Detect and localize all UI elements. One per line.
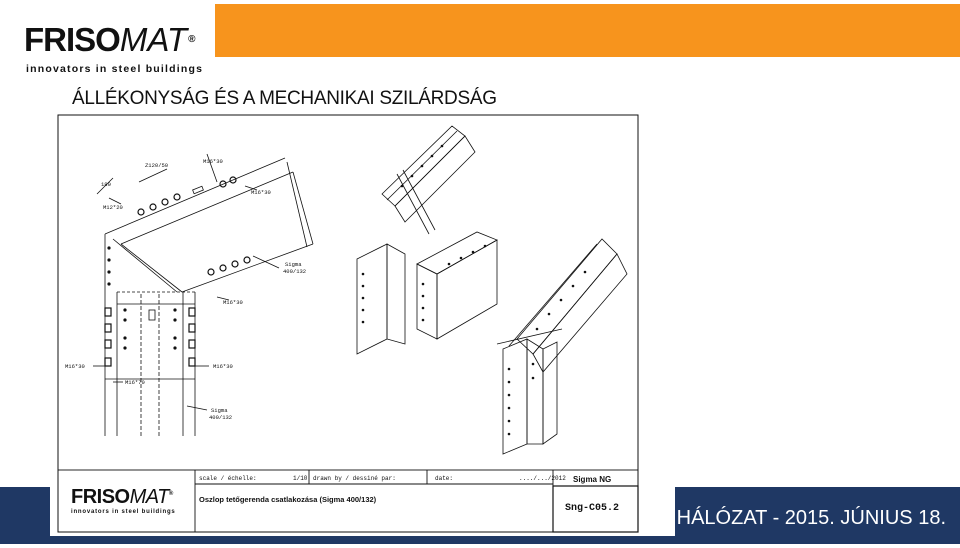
label-bolt-left: M16*30 — [65, 363, 85, 370]
page-title: ÁLLÉKONYSÁG ÉS A MECHANIKAI SZILÁRDSÁG — [72, 88, 497, 109]
title-block-code: Sng-C05.2 — [565, 503, 620, 514]
title-block-description: Oszlop tetőgerenda csatlakozása (Sigma 400/132) — [199, 495, 377, 504]
label-sigma-beam-size: 400/132 — [283, 268, 307, 275]
logo-registered-mark: ® — [188, 34, 195, 45]
label-sigma-beam: Sigma — [285, 261, 302, 268]
frisomat-logo — [24, 22, 214, 74]
title-block-logo-tagline: innovators in steel buildings — [71, 509, 176, 515]
label-dim-180: 180 — [101, 181, 111, 188]
title-block-logo-reg: ® — [168, 491, 173, 497]
title-block-scale-value: 1/10 — [293, 475, 308, 482]
label-bolt-right: M16*30 — [251, 189, 271, 196]
title-block-logo-thin: MAT — [129, 486, 169, 508]
title-block-scale-label: scale / échelle: — [199, 475, 257, 482]
label-sigma-col-size: 400/132 — [209, 414, 233, 421]
title-block-drawn-label: drawn by / dessiné par: — [313, 475, 396, 482]
drawing-border — [58, 115, 638, 532]
title-block-product: Sigma NG — [573, 475, 612, 484]
label-bolt-mid: M16*30 — [223, 299, 243, 306]
logo-tagline: innovators in steel buildings — [26, 63, 204, 75]
label-bolt-low: M16*70 — [125, 379, 145, 386]
label-bolt-right2: M16*30 — [213, 363, 233, 370]
technical-drawing — [57, 114, 639, 533]
footer-text: HÁLÓZAT - 2015. JÚNIUS 18. — [676, 507, 946, 529]
label-z-profile: Z120/50 — [145, 162, 169, 169]
label-sigma-col: Sigma — [211, 407, 228, 414]
logo-name-bold: FRISO — [24, 21, 120, 58]
title-block-date-label: date: — [435, 475, 454, 482]
title-block-date-value: ..../.../2012 — [519, 475, 566, 482]
title-block-logo-bold: FRISO — [71, 486, 130, 508]
label-bolt-top: M16*30 — [203, 158, 223, 165]
label-bolt-left-top: M12*20 — [103, 204, 123, 211]
header-accent-bar — [215, 4, 960, 57]
title-block-logo — [71, 486, 176, 515]
svg-text:FRISOMAT® — [71, 486, 174, 508]
logo-name-thin: MAT — [119, 21, 188, 58]
